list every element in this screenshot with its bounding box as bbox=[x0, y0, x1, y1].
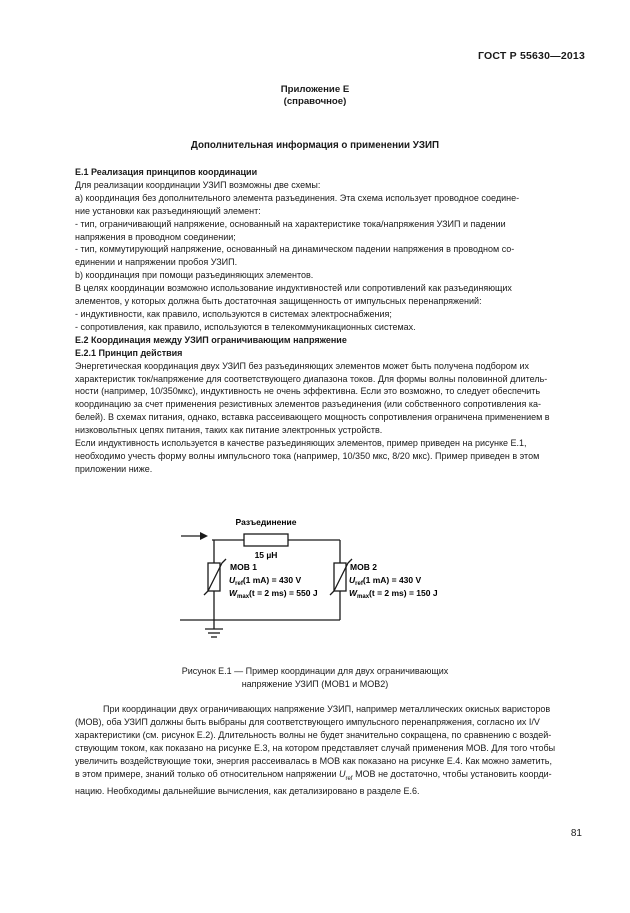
appendix-subtitle: (справочное) bbox=[283, 96, 347, 107]
mov2-wmax: $W_{max}(t = 2$ ms) = 150 J bbox=[349, 588, 438, 600]
e1-line: - тип, коммутирующий напряжение, основанный на динамическом падении напряжения в проводном со- bbox=[75, 244, 515, 255]
e1-heading: Е.1 Реализация принципов координации bbox=[75, 167, 258, 177]
e1-line: ние установки как разъединяющий элемент: bbox=[75, 205, 261, 216]
e1-line: b) координация при помощи разъединяющих элементов. bbox=[75, 270, 314, 281]
para2-line: в этом примере, знаний только об относительном напряжении $U_{ref}$ МОВ не достаточно, чтобы установить коорди- bbox=[75, 768, 552, 782]
page-number: 81 bbox=[570, 828, 582, 839]
para2-line: увеличить воздействующие токи, энергия рассеивалась в МОВ как показано на рисунке Е.4. Как можно заметить, bbox=[75, 755, 552, 766]
e2-1-heading: Е.2.1 Принцип действия bbox=[75, 347, 183, 358]
e2-line: низковольтных цепях питания, таких как питание электронных устройств. bbox=[75, 425, 383, 436]
e1-line: а) координация без дополнительного элемента разъединения. Эта схема использует проводное соедине- bbox=[75, 192, 520, 203]
e1-line: - тип, ограничивающий напряжение, основанный на характеристике тока/напряжения УЗИП и падении bbox=[75, 218, 506, 229]
mov2-uref: $U_{ref}(1$ mA) = 430 V bbox=[349, 575, 422, 587]
e2-line: характеристик ток/напряжение для соответствующего диапазона токов. Для формы волны половинной длитель- bbox=[75, 373, 548, 384]
para2-line: нацию. Необходимы дальнейшие вычисления, как детализировано в разделе Е.6. bbox=[75, 786, 420, 797]
e2-line: Если индуктивность используется в качестве разъединяющих элементов, пример приведен на рисунке Е.1, bbox=[75, 438, 527, 449]
mov1-wmax: $W_{max}(t = 2$ ms) = 550 J bbox=[229, 588, 318, 600]
caption-line-1: Рисунок Е.1 — Пример координации для двух ограничивающих bbox=[181, 666, 449, 676]
para2-line: (МОВ), оба УЗИП должны быть выбраны для соответствующего импульсного перенапряжения, согласно их I/V bbox=[75, 716, 540, 727]
e2-line: Энергетическая координация двух УЗИП без разъединяющих элементов может быть получена подбором их bbox=[75, 360, 529, 371]
e2-line: координацию за счет применения резистивных элементов разъединения (или собственного сопротивления ка- bbox=[75, 399, 541, 410]
e1-line: напряжения в проводном соединении; bbox=[75, 231, 236, 242]
e1-line: - сопротивления, как правило, используются в телекоммуникационных системах. bbox=[75, 321, 416, 332]
e1-line: В целях координации возможно использование индуктивностей или сопротивлений как разъединяющих bbox=[75, 283, 512, 294]
e2-heading: Е.2 Координация между УЗИП ограничивающим напряжение bbox=[75, 334, 347, 345]
e2-line: ности (например, 10/350мкс), индуктивность не очень эффективна. Если это возможно, то следует обеспечить bbox=[75, 386, 541, 397]
e1-e2-text-block bbox=[75, 166, 582, 476]
e1-line: элементов, у которых должна быть достаточная защищенность от импульсных перенапряжений: bbox=[75, 296, 482, 307]
paragraph-block-2 bbox=[75, 703, 582, 798]
e2-line: необходимо учесть форму волны импульсного тока (например, 10/350 мкс, 8/20 мкс). Пример приведен в этом bbox=[75, 450, 540, 461]
inductor-label: 15 µH bbox=[254, 550, 278, 560]
circuit-diagram bbox=[0, 505, 630, 655]
arrow-head bbox=[200, 532, 208, 540]
standard-number: ГОСТ Р 55630—2013 bbox=[477, 50, 585, 62]
appendix-title: Приложение Е bbox=[280, 84, 350, 95]
para2-line: При координации двух ограничивающих напряжение УЗИП, например металлических окисных варисторов bbox=[103, 704, 551, 714]
decoupling-label: Разъединение bbox=[235, 517, 297, 527]
figure-caption bbox=[0, 665, 630, 691]
e1-line: - индуктивности, как правило, используются в системах электроснабжения; bbox=[75, 308, 392, 319]
e1-line: единении и напряжении пробоя УЗИП. bbox=[75, 257, 238, 268]
para2-line: ствующим током, как показано на рисунке Е.3, на котором представляет случай применения МОВ. Для того чтобы bbox=[75, 742, 556, 753]
mov1-diagonal bbox=[204, 559, 226, 595]
e2-line: приложении ниже. bbox=[75, 463, 153, 474]
e2-line: белей). В схемах питания, однако, вставка рассеивающего мощность сопротивления ограничена применением в bbox=[75, 412, 550, 423]
mov2-name: МОВ 2 bbox=[350, 562, 377, 572]
mov1-name: МОВ 1 bbox=[230, 562, 257, 572]
e1-line: Для реализации координации УЗИП возможны две схемы: bbox=[75, 179, 321, 190]
para2-line: характеристики (см. рисунок Е.2). Длительность волны не будет значительно сокращена, по сравнению с воздей- bbox=[75, 729, 552, 740]
caption-line-2: напряжение УЗИП (МОВ1 и МОВ2) bbox=[241, 679, 389, 689]
mov1-uref: $U_{ref}(1$ mA) = 430 V bbox=[229, 575, 302, 587]
inductor bbox=[244, 534, 288, 546]
section-title: Дополнительная информация о применении УЗИП bbox=[190, 140, 440, 151]
